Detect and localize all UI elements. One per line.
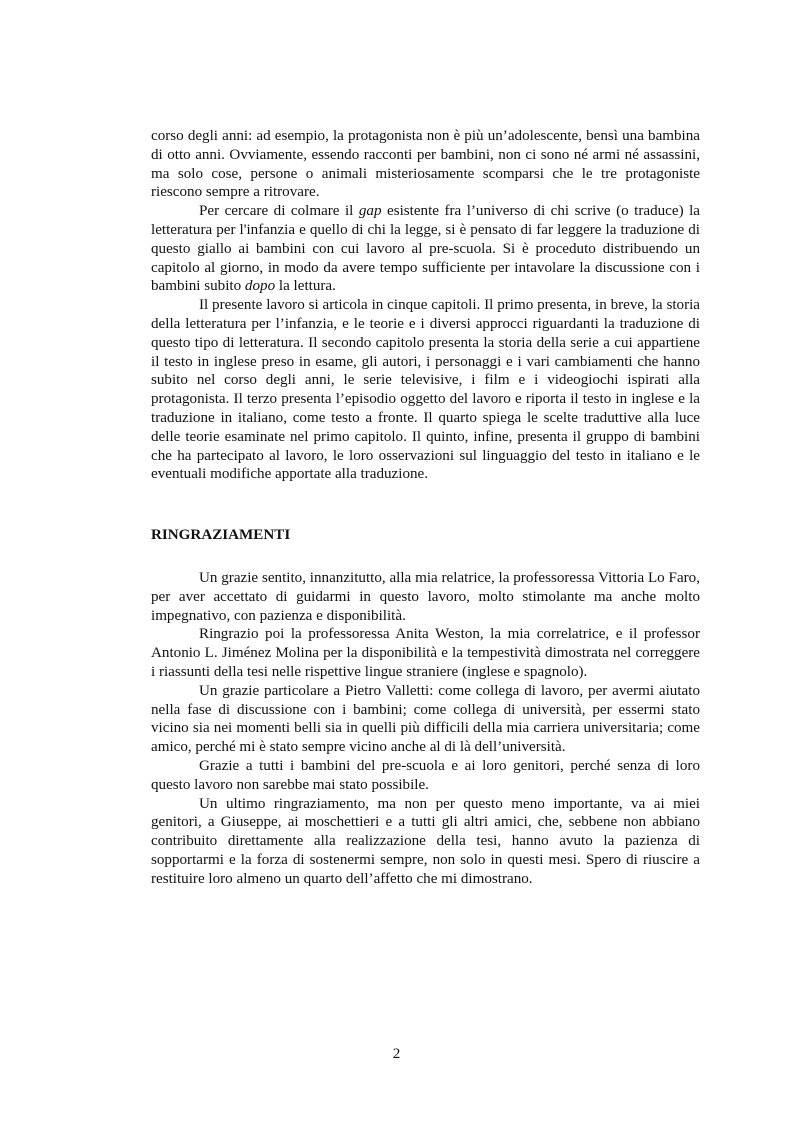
intro-paragraph-2-text-c: la lettura.: [275, 278, 336, 295]
intro-paragraph-2-gap: gap: [358, 203, 382, 220]
intro-paragraph-3: Il presente lavoro si articola in cinque capitoli. Il primo presenta, in breve, la storia della letteratura per l’infanzia, e le teorie e i diversi approcci riguardanti la traduzione di questo tipo di letteratura. Il secondo capitolo presenta la storia della serie a cui appartiene il testo in inglese preso in esame, gli autori, i personaggi e i vari cambiamenti che hanno subito nel corso degli anni, le serie televisive, i film e i videogiochi ispirati alla protagonista. Il terzo presenta l’episodio oggetto del lavoro e riporta il testo in inglese e la traduzione in italiano, come testo a fronte. Il quarto spiega le scelte traduttive alla luce delle teorie esaminate nel primo capitolo. Il quinto, infine, presenta il gruppo di bambini che ha partecipato al lavoro, le loro osservazioni sul linguaggio del testo in italiano e le eventuali modifiche apportate alla traduzione.: [151, 297, 700, 483]
acknowledgements-paragraph-2: Ringrazio poi la professoressa Anita Weston, la mia correlatrice, e il professor Antonio L. Jiménez Molina per la disponibilità e la tempestività dimostrata nel correggere i riassunti della tesi nelle rispettive lingue straniere (inglese e spagnolo).: [151, 626, 700, 680]
acknowledgements-heading: RINGRAZIAMENTI: [151, 527, 291, 544]
intro-paragraph-2: [151, 202, 700, 296]
intro-paragraph-2-text-a: Per cercare di colmare il: [199, 203, 359, 220]
intro-paragraph-2-text-b: esistente fra l’universo di chi scrive (o traduce) la letteratura per l'infanzia e quello di chi la legge, si è pensato di far leggere la traduzione di questo giallo ai bambini con cui lavoro al pre-scuola. Si è proceduto distribuendo un capitolo al giorno, in modo da avere tempo sufficiente per intavolare la discussione con i bambini subito: [151, 203, 700, 295]
acknowledgements-paragraph-3: Un grazie particolare a Pietro Valletti: come collega di lavoro, per avermi aiutato nella fase di discussione con i bambini; come collega di università, per essermi stato vicino sia nei momenti belli sia in quelli più difficili della mia carriera universitaria; come amico, perché mi è stato sempre vicino anche al di là dell’università.: [151, 682, 700, 756]
acknowledgements-paragraph-1: Un grazie sentito, innanzitutto, alla mia relatrice, la professoressa Vittoria Lo Faro, per aver accettato di guidarmi in questo lavoro, molto stimolante ma anche molto impegnativo, con pazienza e disponibilità.: [151, 569, 700, 624]
intro-paragraph-2-dopo: dopo: [244, 278, 276, 295]
document-page: [151, 127, 700, 888]
acknowledgements-paragraph-4: Grazie a tutti i bambini del pre-scuola e ai loro genitori, perché senza di loro questo lavoro non sarebbe mai stato possibile.: [151, 757, 700, 793]
page-number: 2: [392, 1046, 401, 1062]
intro-paragraph-1: corso degli anni: ad esempio, la protagonista non è più un’adolescente, bensì una bambina di otto anni. Ovviamente, essendo racconti per bambini, non ci sono né armi né assassini, ma solo cose, persone o animali misteriosamente scomparsi che le tre protagoniste riescono sempre a ritrovare.: [151, 128, 700, 201]
acknowledgements-paragraph-5: Un ultimo ringraziamento, ma non per questo meno importante, va ai miei genitori, a Giuseppe, ai moschettieri e a tutti gli altri amici, che, sebbene non abbiano contribuito direttamente alla realizzazione della tesi, hanno avuto la pazienza di sopportarmi e la forza di sostenermi sempre, non solo in questi mesi. Spero di riuscire a restituire loro almeno un quarto dell’affetto che mi dimostrano.: [151, 795, 700, 887]
